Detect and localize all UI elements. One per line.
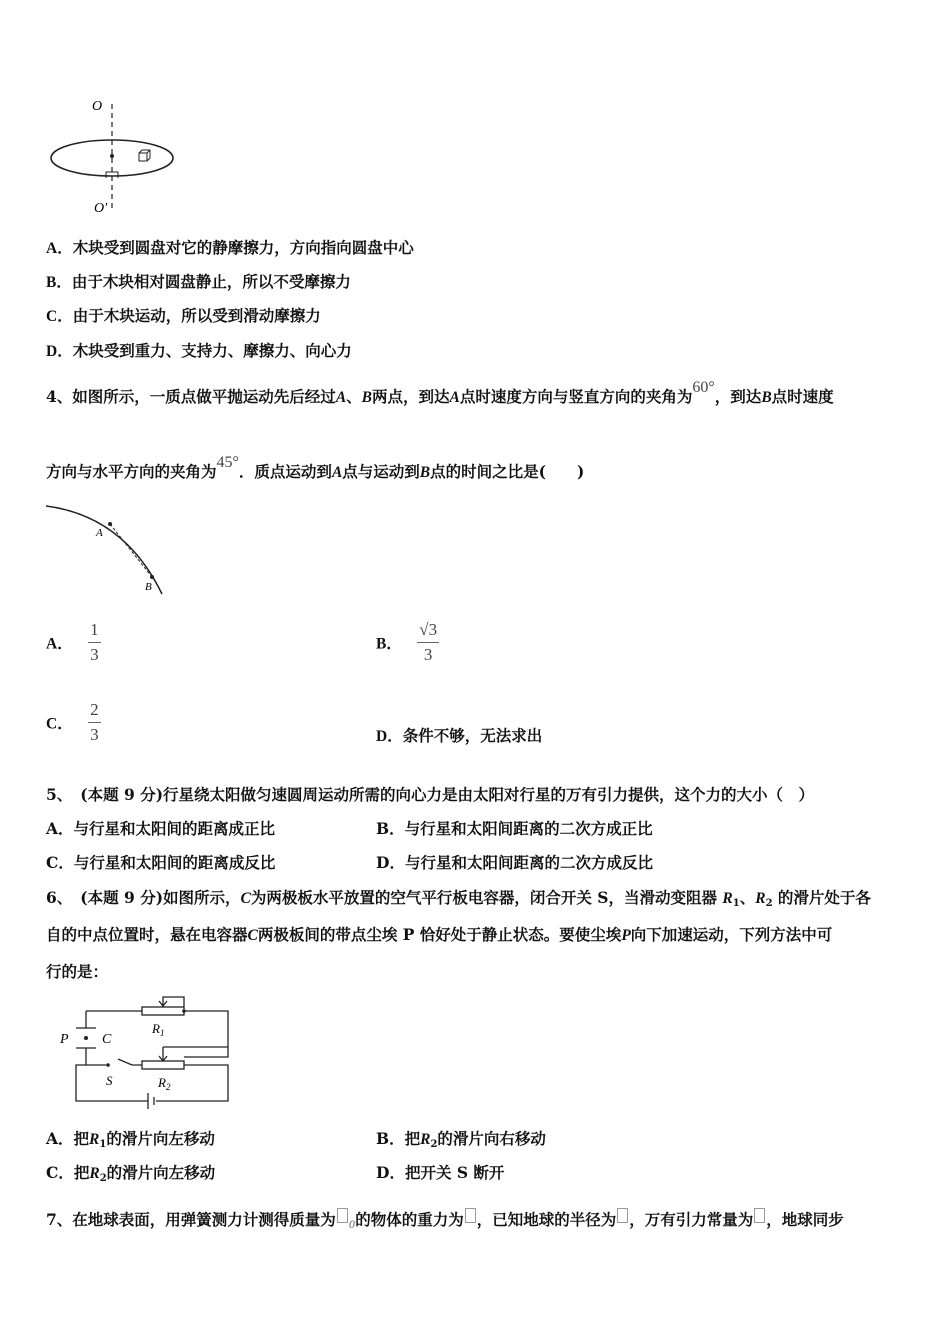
label-o-top: O [92, 99, 103, 114]
battery [148, 1093, 154, 1109]
q3-option-a: A．木块受到圆盘对它的静摩擦力，方向指向圆盘中心 [46, 238, 414, 257]
q5-option-c: C．与行星和太阳间的距离成反比 [46, 853, 276, 872]
q6-option-a: A．把$R_1$的滑片向左移动 [46, 1129, 215, 1150]
angle-45: 45° [216, 454, 239, 471]
q6-stem-line3: 行的是： [46, 962, 109, 981]
r1-node [182, 1009, 186, 1013]
switch-contact [106, 1063, 110, 1067]
missing-glyph-icon [617, 1208, 628, 1223]
q4-stem-line2: 方向与水平方向的夹角为45°．质点运动到A点与运动到B点的时间之比是( ) [46, 454, 585, 481]
label-a: A [96, 527, 103, 539]
q6-stem-line2: 自的中点位置时，悬在电容器C两极板间的带点尘埃 P 恰好处于静止状态。要使尘埃P向下加速运动，下列方法中可 [46, 925, 833, 944]
missing-glyph-icon [337, 1208, 348, 1223]
q6-option-b: B．把$R_2$的滑片向右移动 [376, 1129, 546, 1150]
angle-60: 60° [692, 379, 715, 396]
trajectory-figure [44, 498, 174, 603]
block-icon [139, 150, 150, 161]
q4-option-b: B． $\frac{√3}{3}$ [376, 620, 438, 664]
chord-ab [110, 524, 152, 577]
q3-option-b: B．由于木块相对圆盘静止，所以不受摩擦力 [46, 272, 351, 291]
circuit-figure [56, 993, 236, 1115]
q6-stem-line1: 6、 (本题 9 分)如图所示，C为两极板水平放置的空气平行板电容器，闭合开关 S，当滑动变阻器 $R_1$、$R_2$ 的滑片处于各 [46, 888, 871, 909]
q7-stem: 7、在地球表面，用弹簧测力计测得质量为 $_0$的物体的重力为 ，已知地球的半径为 ，万有引力常量为 ，地球同步 [46, 1210, 844, 1231]
missing-glyph-icon [465, 1208, 476, 1223]
q4-option-a: A． $\frac{1}{3}$ [46, 620, 99, 664]
disk-figure [40, 92, 190, 222]
label-r1: $R_1$ [152, 1021, 165, 1038]
q3-option-c: C．由于木块运动，所以受到滑动摩擦力 [46, 306, 321, 325]
q5-option-d: D．与行星和太阳间距离的二次方成反比 [376, 853, 653, 872]
q5-stem: 5、 (本题 9 分)行星绕太阳做匀速圆周运动所需的向心力是由太阳对行星的万有引力提供，这个力的大小（ ） [46, 785, 815, 804]
q5-option-a: A．与行星和太阳间的距离成正比 [46, 819, 276, 838]
missing-glyph-icon [754, 1208, 765, 1223]
label-r2: $R_2$ [158, 1075, 171, 1092]
q5-option-b: B．与行星和太阳间距离的二次方成正比 [376, 819, 653, 838]
q4-option-d: D．条件不够，无法求出 [376, 726, 543, 745]
label-o-bottom: O′ [94, 201, 108, 216]
disk-center-dot [110, 154, 114, 158]
point-b [150, 575, 154, 579]
label-p: P [60, 1032, 69, 1047]
q6-option-c: C．把$R_2$的滑片向左移动 [46, 1163, 216, 1184]
q3-option-d: D．木块受到重力、支持力、摩擦力、向心力 [46, 341, 352, 360]
dust-particle [84, 1036, 88, 1040]
q6-option-d: D．把开关 S 断开 [376, 1163, 505, 1182]
resistor-r1 [142, 1007, 184, 1015]
label-c: C [102, 1032, 112, 1047]
q4-stem-line1: 4、如图所示，一质点做平抛运动先后经过A、B两点，到达A点时速度方向与竖直方向的夹角为60°，到达B点时速度 [46, 379, 834, 406]
label-b: B [145, 581, 152, 593]
label-s: S [106, 1073, 113, 1088]
point-a [108, 522, 112, 526]
q4-option-c: C． $\frac{2}{3}$ [46, 700, 99, 744]
resistor-r2 [142, 1061, 184, 1069]
